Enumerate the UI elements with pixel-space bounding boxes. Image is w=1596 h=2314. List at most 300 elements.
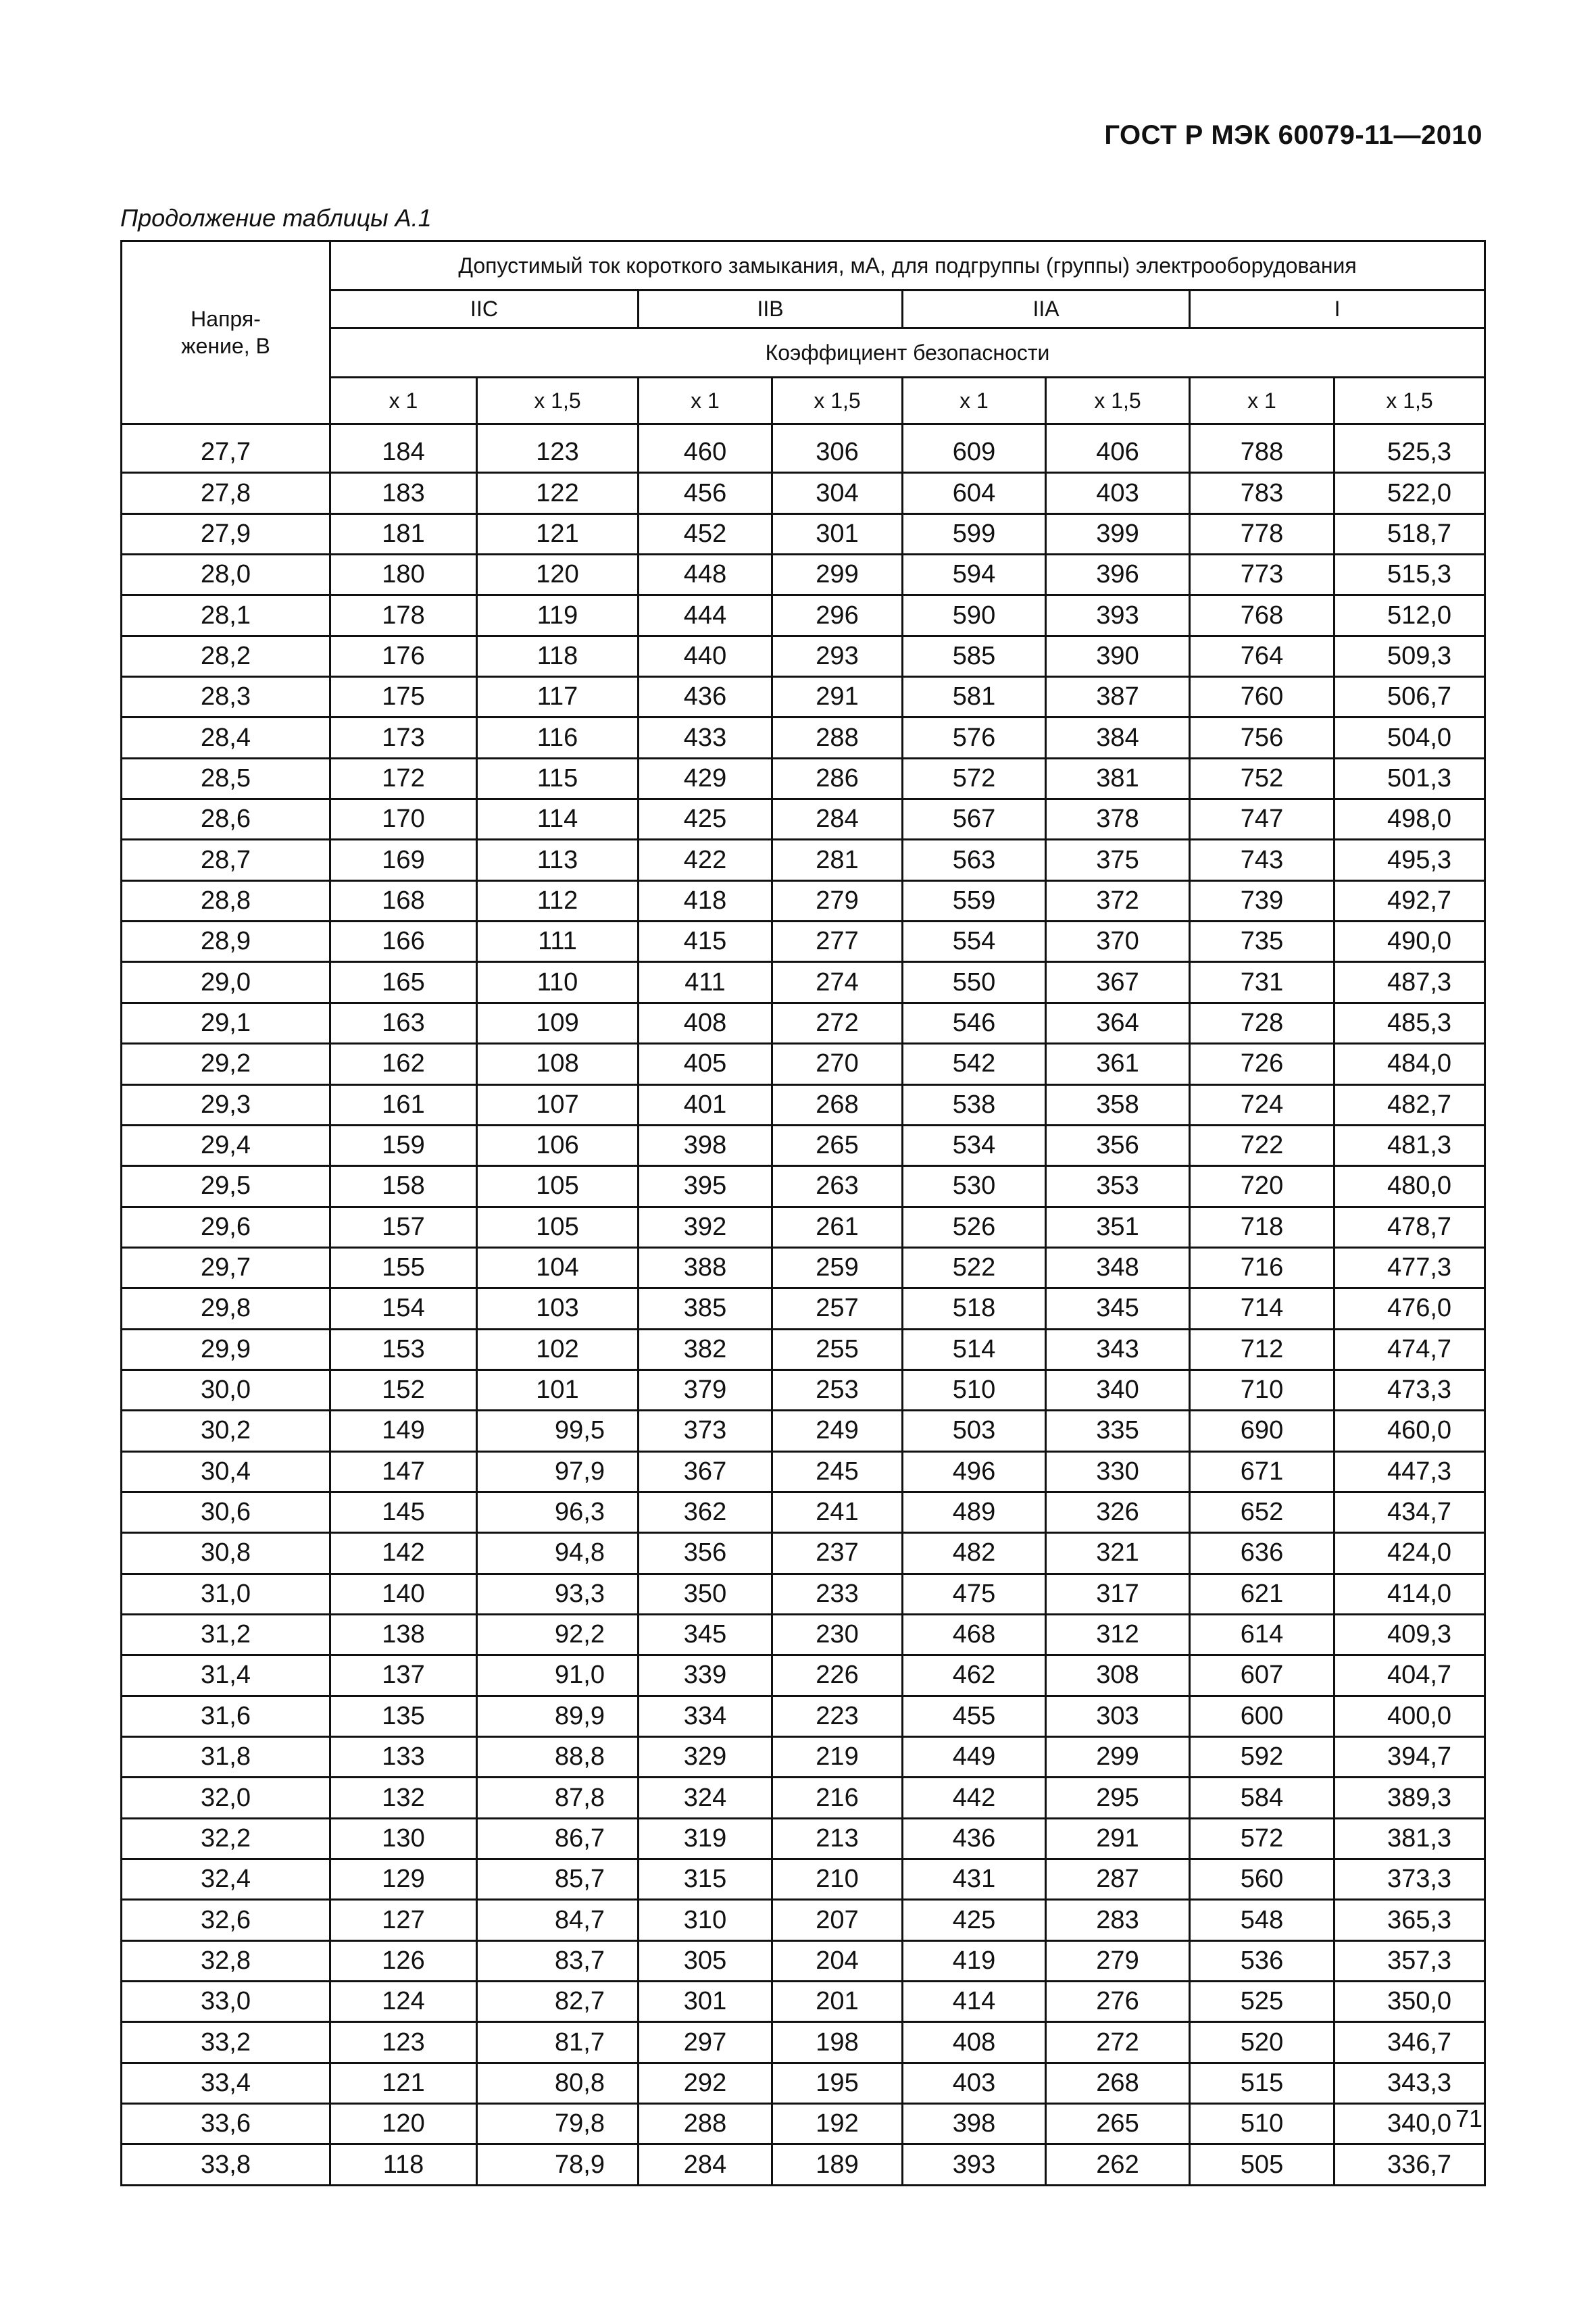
iic-x15-cell: 89,9 [477, 1696, 639, 1736]
table-row [122, 1737, 1485, 1778]
iic-x1-cell: 169 [330, 840, 477, 880]
iia-x15-cell: 295 [1046, 1778, 1190, 1818]
iib-x1-cell: 339 [639, 1655, 772, 1696]
voltage-cell: 29,1 [122, 1003, 330, 1043]
factor-header: x 1 [903, 378, 1046, 424]
iia-x1-cell: 489 [903, 1492, 1046, 1532]
iia-x15-cell: 343 [1046, 1329, 1190, 1369]
i-x1-cell: 690 [1190, 1411, 1335, 1451]
iic-x15-cell: 111 [477, 922, 639, 962]
table-row [122, 1247, 1485, 1288]
iia-x15-cell: 399 [1046, 513, 1190, 554]
iia-x1-cell: 563 [903, 840, 1046, 880]
iia-x1-cell: 567 [903, 799, 1046, 840]
voltage-cell: 30,2 [122, 1411, 330, 1451]
iia-x1-cell: 482 [903, 1533, 1046, 1574]
i-x15-cell: 460,0 [1335, 1411, 1485, 1451]
iib-x1-cell: 385 [639, 1288, 772, 1329]
iib-x15-cell: 210 [772, 1859, 903, 1900]
voltage-cell: 33,8 [122, 2144, 330, 2185]
table-row [122, 962, 1485, 1003]
iic-x1-cell: 180 [330, 555, 477, 595]
iib-x15-cell: 286 [772, 758, 903, 799]
iic-x1-cell: 133 [330, 1737, 477, 1778]
iia-x1-cell: 534 [903, 1125, 1046, 1165]
iib-x1-cell: 436 [639, 677, 772, 718]
iib-x1-cell: 315 [639, 1859, 772, 1900]
voltage-column-header: Напря- жение, В [122, 241, 330, 424]
iia-x15-cell: 276 [1046, 1982, 1190, 2022]
table-row [122, 1614, 1485, 1655]
voltage-cell: 31,2 [122, 1614, 330, 1655]
iib-x1-cell: 301 [639, 1982, 772, 2022]
i-x15-cell: 509,3 [1335, 636, 1485, 676]
current-limits-table [120, 240, 1486, 2186]
i-x1-cell: 739 [1190, 880, 1335, 921]
i-x15-cell: 373,3 [1335, 1859, 1485, 1900]
table-row [122, 1940, 1485, 1981]
i-x15-cell: 424,0 [1335, 1533, 1485, 1574]
iic-x15-cell: 85,7 [477, 1859, 639, 1900]
iic-x15-cell: 107 [477, 1084, 639, 1125]
iic-x15-cell: 104 [477, 1247, 639, 1288]
iib-x15-cell: 255 [772, 1329, 903, 1369]
iic-x15-cell: 103 [477, 1288, 639, 1329]
iia-x1-cell: 542 [903, 1044, 1046, 1084]
voltage-cell: 28,5 [122, 758, 330, 799]
i-x15-cell: 477,3 [1335, 1247, 1485, 1288]
current-header: Допустимый ток короткого замыкания, мА, для подгруппы (группы) электрооборудования [330, 241, 1485, 291]
i-x1-cell: 636 [1190, 1533, 1335, 1574]
i-x15-cell: 487,3 [1335, 962, 1485, 1003]
i-x1-cell: 783 [1190, 473, 1335, 513]
iib-x15-cell: 261 [772, 1207, 903, 1247]
iic-x15-cell: 115 [477, 758, 639, 799]
voltage-cell: 29,2 [122, 1044, 330, 1084]
table-row [122, 1329, 1485, 1369]
iia-x15-cell: 361 [1046, 1044, 1190, 1084]
iic-x15-cell: 79,8 [477, 2104, 639, 2144]
factor-header: x 1,5 [772, 378, 903, 424]
iia-x15-cell: 390 [1046, 636, 1190, 676]
voltage-cell: 30,0 [122, 1369, 330, 1410]
group-header: IIB [639, 291, 903, 328]
iib-x1-cell: 452 [639, 513, 772, 554]
iic-x1-cell: 158 [330, 1166, 477, 1207]
i-x1-cell: 560 [1190, 1859, 1335, 1900]
table-row [122, 636, 1485, 676]
iic-x15-cell: 91,0 [477, 1655, 639, 1696]
iib-x1-cell: 401 [639, 1084, 772, 1125]
i-x15-cell: 490,0 [1335, 922, 1485, 962]
table-row [122, 1166, 1485, 1207]
i-x15-cell: 340,0 [1335, 2104, 1485, 2144]
i-x1-cell: 652 [1190, 1492, 1335, 1532]
iib-x15-cell: 253 [772, 1369, 903, 1410]
i-x1-cell: 760 [1190, 677, 1335, 718]
iib-x15-cell: 288 [772, 718, 903, 758]
standard-designation: ГОСТ Р МЭК 60079-11—2010 [1104, 120, 1482, 150]
iic-x15-cell: 106 [477, 1125, 639, 1165]
iic-x15-cell: 123 [477, 433, 639, 473]
iic-x1-cell: 170 [330, 799, 477, 840]
iib-x1-cell: 319 [639, 1818, 772, 1859]
iic-x1-cell: 132 [330, 1778, 477, 1818]
iib-x15-cell: 306 [772, 433, 903, 473]
iib-x1-cell: 288 [639, 2104, 772, 2144]
iic-x1-cell: 166 [330, 922, 477, 962]
i-x1-cell: 788 [1190, 433, 1335, 473]
iia-x1-cell: 398 [903, 2104, 1046, 2144]
iia-x1-cell: 503 [903, 1411, 1046, 1451]
table-row [122, 595, 1485, 636]
factor-header: x 1 [639, 378, 772, 424]
iib-x15-cell: 299 [772, 555, 903, 595]
iic-x1-cell: 118 [330, 2144, 477, 2185]
header-separator [122, 424, 1485, 434]
iib-x15-cell: 270 [772, 1044, 903, 1084]
table-row [122, 1003, 1485, 1043]
table-row [122, 799, 1485, 840]
i-x15-cell: 447,3 [1335, 1451, 1485, 1492]
iic-x1-cell: 172 [330, 758, 477, 799]
iia-x15-cell: 403 [1046, 473, 1190, 513]
voltage-cell: 32,4 [122, 1859, 330, 1900]
table-row [122, 1696, 1485, 1736]
table-row [122, 1084, 1485, 1125]
iib-x1-cell: 422 [639, 840, 772, 880]
i-x15-cell: 365,3 [1335, 1900, 1485, 1940]
iib-x15-cell: 201 [772, 1982, 903, 2022]
i-x1-cell: 572 [1190, 1818, 1335, 1859]
voltage-cell: 29,6 [122, 1207, 330, 1247]
i-x1-cell: 764 [1190, 636, 1335, 676]
iic-x15-cell: 97,9 [477, 1451, 639, 1492]
i-x1-cell: 752 [1190, 758, 1335, 799]
voltage-cell: 28,6 [122, 799, 330, 840]
iia-x15-cell: 299 [1046, 1737, 1190, 1778]
iib-x15-cell: 216 [772, 1778, 903, 1818]
iib-x15-cell: 219 [772, 1737, 903, 1778]
i-x1-cell: 756 [1190, 718, 1335, 758]
iic-x1-cell: 121 [330, 2063, 477, 2103]
i-x1-cell: 607 [1190, 1655, 1335, 1696]
iic-x15-cell: 109 [477, 1003, 639, 1043]
iia-x15-cell: 396 [1046, 555, 1190, 595]
i-x1-cell: 720 [1190, 1166, 1335, 1207]
table-row [122, 1411, 1485, 1451]
i-x15-cell: 515,3 [1335, 555, 1485, 595]
i-x1-cell: 731 [1190, 962, 1335, 1003]
i-x1-cell: 773 [1190, 555, 1335, 595]
i-x15-cell: 498,0 [1335, 799, 1485, 840]
iia-x15-cell: 268 [1046, 2063, 1190, 2103]
table-row [122, 922, 1485, 962]
i-x15-cell: 495,3 [1335, 840, 1485, 880]
i-x15-cell: 381,3 [1335, 1818, 1485, 1859]
iia-x1-cell: 408 [903, 2022, 1046, 2063]
voltage-cell: 28,1 [122, 595, 330, 636]
i-x1-cell: 515 [1190, 2063, 1335, 2103]
i-x15-cell: 501,3 [1335, 758, 1485, 799]
i-x15-cell: 525,3 [1335, 433, 1485, 473]
table-body [122, 433, 1485, 2185]
voltage-cell: 29,9 [122, 1329, 330, 1369]
voltage-cell: 30,6 [122, 1492, 330, 1532]
iic-x15-cell: 105 [477, 1166, 639, 1207]
voltage-cell: 31,4 [122, 1655, 330, 1696]
iib-x1-cell: 429 [639, 758, 772, 799]
voltage-cell: 32,0 [122, 1778, 330, 1818]
table-row [122, 1492, 1485, 1532]
iib-x1-cell: 408 [639, 1003, 772, 1043]
table-row [122, 840, 1485, 880]
table-row [122, 2104, 1485, 2144]
iia-x1-cell: 510 [903, 1369, 1046, 1410]
iic-x15-cell: 84,7 [477, 1900, 639, 1940]
iib-x15-cell: 233 [772, 1574, 903, 1614]
voltage-cell: 28,3 [122, 677, 330, 718]
iic-x15-cell: 119 [477, 595, 639, 636]
iia-x1-cell: 576 [903, 718, 1046, 758]
iib-x1-cell: 324 [639, 1778, 772, 1818]
i-x15-cell: 346,7 [1335, 2022, 1485, 2063]
iib-x1-cell: 456 [639, 473, 772, 513]
iic-x1-cell: 163 [330, 1003, 477, 1043]
iib-x1-cell: 382 [639, 1329, 772, 1369]
iib-x15-cell: 241 [772, 1492, 903, 1532]
iia-x15-cell: 381 [1046, 758, 1190, 799]
voltage-cell: 27,9 [122, 513, 330, 554]
iia-x15-cell: 317 [1046, 1574, 1190, 1614]
iic-x15-cell: 122 [477, 473, 639, 513]
iia-x15-cell: 375 [1046, 840, 1190, 880]
iic-x1-cell: 183 [330, 473, 477, 513]
iia-x15-cell: 340 [1046, 1369, 1190, 1410]
iic-x15-cell: 117 [477, 677, 639, 718]
iia-x15-cell: 326 [1046, 1492, 1190, 1532]
iic-x1-cell: 173 [330, 718, 477, 758]
iic-x15-cell: 112 [477, 880, 639, 921]
iic-x1-cell: 168 [330, 880, 477, 921]
i-x1-cell: 621 [1190, 1574, 1335, 1614]
iib-x1-cell: 379 [639, 1369, 772, 1410]
iib-x15-cell: 259 [772, 1247, 903, 1288]
iib-x1-cell: 356 [639, 1533, 772, 1574]
iib-x1-cell: 415 [639, 922, 772, 962]
iia-x15-cell: 308 [1046, 1655, 1190, 1696]
iia-x1-cell: 526 [903, 1207, 1046, 1247]
voltage-cell: 33,2 [122, 2022, 330, 2063]
iib-x1-cell: 440 [639, 636, 772, 676]
iia-x15-cell: 370 [1046, 922, 1190, 962]
iib-x15-cell: 257 [772, 1288, 903, 1329]
voltage-cell: 31,8 [122, 1737, 330, 1778]
table-row [122, 1369, 1485, 1410]
table-row [122, 1655, 1485, 1696]
iib-x15-cell: 277 [772, 922, 903, 962]
iia-x15-cell: 303 [1046, 1696, 1190, 1736]
iib-x1-cell: 362 [639, 1492, 772, 1532]
iic-x15-cell: 105 [477, 1207, 639, 1247]
table-row [122, 880, 1485, 921]
voltage-cell: 30,4 [122, 1451, 330, 1492]
voltage-cell: 27,8 [122, 473, 330, 513]
iib-x15-cell: 192 [772, 2104, 903, 2144]
iia-x15-cell: 356 [1046, 1125, 1190, 1165]
iia-x15-cell: 358 [1046, 1084, 1190, 1125]
table-row [122, 1288, 1485, 1329]
voltage-cell: 32,6 [122, 1900, 330, 1940]
iic-x1-cell: 145 [330, 1492, 477, 1532]
table-caption: Продолжение таблицы А.1 [120, 204, 432, 232]
table-row [122, 1778, 1485, 1818]
iic-x1-cell: 155 [330, 1247, 477, 1288]
voltage-cell: 29,3 [122, 1084, 330, 1125]
iib-x1-cell: 297 [639, 2022, 772, 2063]
iia-x1-cell: 604 [903, 473, 1046, 513]
i-x1-cell: 600 [1190, 1696, 1335, 1736]
voltage-cell: 29,5 [122, 1166, 330, 1207]
iia-x1-cell: 419 [903, 1940, 1046, 1981]
iia-x15-cell: 406 [1046, 433, 1190, 473]
voltage-cell: 33,0 [122, 1982, 330, 2022]
iic-x1-cell: 176 [330, 636, 477, 676]
iia-x1-cell: 581 [903, 677, 1046, 718]
iia-x15-cell: 367 [1046, 962, 1190, 1003]
iia-x1-cell: 554 [903, 922, 1046, 962]
i-x15-cell: 350,0 [1335, 1982, 1485, 2022]
iib-x15-cell: 245 [772, 1451, 903, 1492]
iic-x15-cell: 114 [477, 799, 639, 840]
iic-x1-cell: 124 [330, 1982, 477, 2022]
i-x1-cell: 520 [1190, 2022, 1335, 2063]
iib-x1-cell: 310 [639, 1900, 772, 1940]
i-x15-cell: 389,3 [1335, 1778, 1485, 1818]
table-row [122, 513, 1485, 554]
iic-x15-cell: 120 [477, 555, 639, 595]
iib-x15-cell: 272 [772, 1003, 903, 1043]
iib-x15-cell: 207 [772, 1900, 903, 1940]
iib-x1-cell: 334 [639, 1696, 772, 1736]
voltage-cell: 32,8 [122, 1940, 330, 1981]
iic-x1-cell: 126 [330, 1940, 477, 1981]
safety-factor-header: Коэффициент безопасности [330, 328, 1485, 378]
i-x1-cell: 716 [1190, 1247, 1335, 1288]
iic-x15-cell: 93,3 [477, 1574, 639, 1614]
voltage-cell: 33,6 [122, 2104, 330, 2144]
iic-x1-cell: 147 [330, 1451, 477, 1492]
i-x1-cell: 584 [1190, 1778, 1335, 1818]
iia-x15-cell: 345 [1046, 1288, 1190, 1329]
iia-x15-cell: 291 [1046, 1818, 1190, 1859]
voltage-cell: 31,6 [122, 1696, 330, 1736]
iia-x1-cell: 594 [903, 555, 1046, 595]
group-header: IIC [330, 291, 639, 328]
i-x15-cell: 485,3 [1335, 1003, 1485, 1043]
i-x15-cell: 484,0 [1335, 1044, 1485, 1084]
iia-x1-cell: 590 [903, 595, 1046, 636]
iic-x15-cell: 96,3 [477, 1492, 639, 1532]
iic-x1-cell: 165 [330, 962, 477, 1003]
iia-x1-cell: 436 [903, 1818, 1046, 1859]
iia-x1-cell: 518 [903, 1288, 1046, 1329]
iia-x1-cell: 599 [903, 513, 1046, 554]
table-row [122, 1982, 1485, 2022]
i-x15-cell: 522,0 [1335, 473, 1485, 513]
iic-x15-cell: 82,7 [477, 1982, 639, 2022]
i-x15-cell: 480,0 [1335, 1166, 1485, 1207]
voltage-cell: 28,4 [122, 718, 330, 758]
iib-x1-cell: 460 [639, 433, 772, 473]
iib-x1-cell: 425 [639, 799, 772, 840]
iia-x1-cell: 442 [903, 1778, 1046, 1818]
iib-x15-cell: 204 [772, 1940, 903, 1981]
iib-x15-cell: 268 [772, 1084, 903, 1125]
table-row [122, 1207, 1485, 1247]
i-x1-cell: 726 [1190, 1044, 1335, 1084]
iic-x15-cell: 113 [477, 840, 639, 880]
i-x1-cell: 671 [1190, 1451, 1335, 1492]
iic-x1-cell: 178 [330, 595, 477, 636]
iib-x1-cell: 329 [639, 1737, 772, 1778]
iic-x1-cell: 129 [330, 1859, 477, 1900]
iia-x15-cell: 372 [1046, 880, 1190, 921]
iia-x1-cell: 468 [903, 1614, 1046, 1655]
iic-x1-cell: 137 [330, 1655, 477, 1696]
i-x15-cell: 357,3 [1335, 1940, 1485, 1981]
i-x1-cell: 722 [1190, 1125, 1335, 1165]
i-x1-cell: 728 [1190, 1003, 1335, 1043]
i-x1-cell: 768 [1190, 595, 1335, 636]
voltage-cell: 28,9 [122, 922, 330, 962]
table-row [122, 1533, 1485, 1574]
i-x1-cell: 592 [1190, 1737, 1335, 1778]
i-x15-cell: 409,3 [1335, 1614, 1485, 1655]
iib-x1-cell: 388 [639, 1247, 772, 1288]
iia-x1-cell: 455 [903, 1696, 1046, 1736]
iia-x1-cell: 475 [903, 1574, 1046, 1614]
i-x1-cell: 510 [1190, 2104, 1335, 2144]
table-row [122, 1859, 1485, 1900]
iib-x15-cell: 189 [772, 2144, 903, 2185]
iia-x15-cell: 279 [1046, 1940, 1190, 1981]
iic-x15-cell: 87,8 [477, 1778, 639, 1818]
table-row [122, 473, 1485, 513]
iib-x1-cell: 305 [639, 1940, 772, 1981]
i-x15-cell: 504,0 [1335, 718, 1485, 758]
voltage-cell: 29,7 [122, 1247, 330, 1288]
i-x15-cell: 394,7 [1335, 1737, 1485, 1778]
iib-x15-cell: 293 [772, 636, 903, 676]
table-row [122, 1900, 1485, 1940]
iic-x1-cell: 140 [330, 1574, 477, 1614]
iib-x1-cell: 448 [639, 555, 772, 595]
iic-x15-cell: 94,8 [477, 1533, 639, 1574]
iic-x1-cell: 135 [330, 1696, 477, 1736]
iia-x1-cell: 425 [903, 1900, 1046, 1940]
iib-x15-cell: 237 [772, 1533, 903, 1574]
iib-x1-cell: 350 [639, 1574, 772, 1614]
table-row [122, 433, 1485, 473]
iic-x1-cell: 130 [330, 1818, 477, 1859]
iia-x1-cell: 559 [903, 880, 1046, 921]
factor-header: x 1 [330, 378, 477, 424]
i-x15-cell: 512,0 [1335, 595, 1485, 636]
iia-x1-cell: 585 [903, 636, 1046, 676]
iic-x1-cell: 142 [330, 1533, 477, 1574]
voltage-cell: 28,2 [122, 636, 330, 676]
